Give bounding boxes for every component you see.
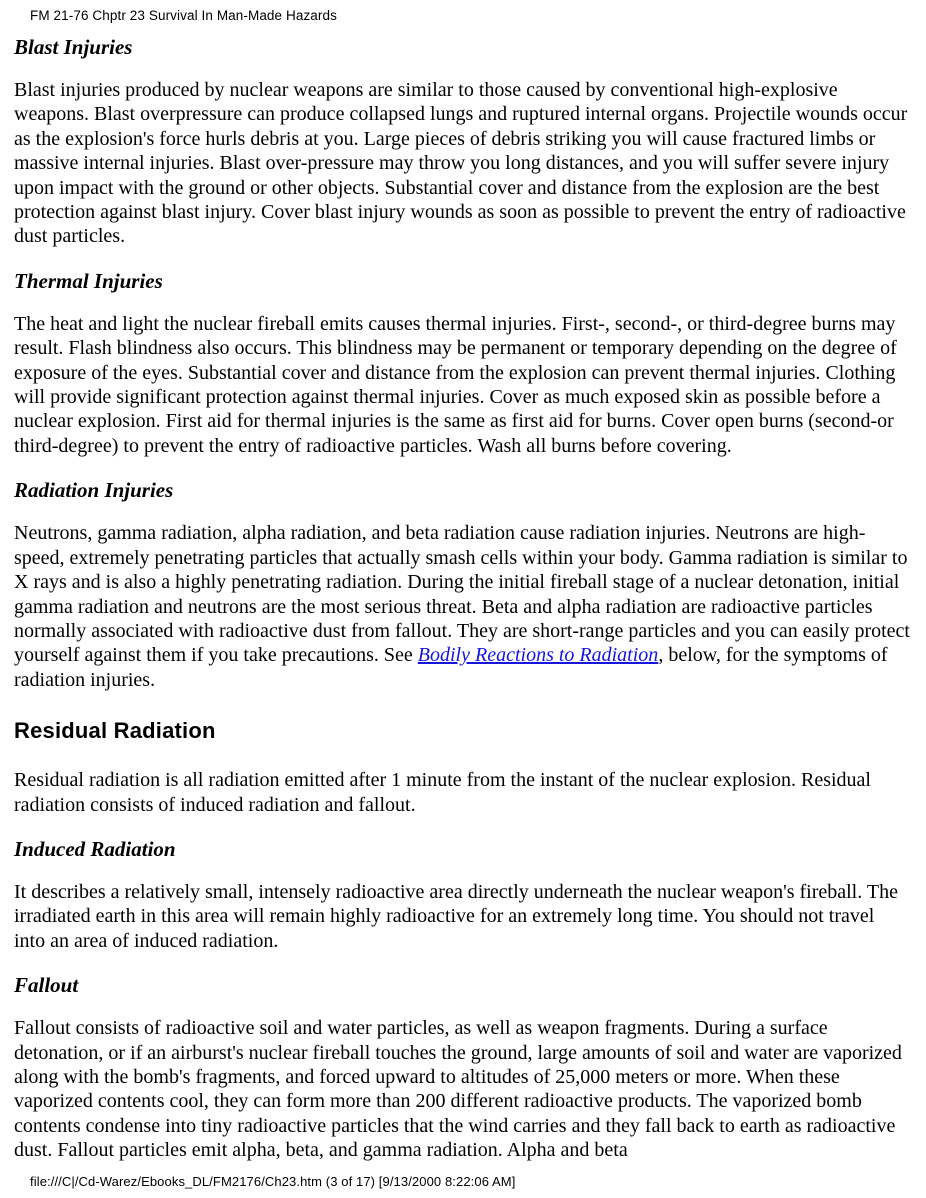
heading-residual-radiation: Residual Radiation [14,718,216,744]
paragraph-induced-radiation: It describes a relatively small, intensely radioactive area directly underneath the nuclear weapon's fireball. The irradiated earth in this area will remain highly radioactive for an extremely long time. You should not travel into an area of induced radiation. [14,880,898,952]
paragraph-blast-injuries: Blast injuries produced by nuclear weapons are similar to those caused by conventional high-explosive weapons. Blast overpressure can produce collapsed lungs and ruptured internal organs. Projectile wounds occur as the explosion's force hurls debris at you. Large pieces of debris striking you will cause fractured limbs or massive internal injuries. Blast over-pressure may throw you long distances, and you will suffer severe injury upon impact with the ground or other objects. Substantial cover and distance from the explosion are the best protection against blast injury. Cover blast injury wounds as soon as possible to prevent the entry of radioactive dust particles. [14,79,908,248]
paragraph-thermal-injuries: The heat and light the nuclear fireball emits causes thermal injuries. First-, second-, or third-degree burns may result. Flash blindness also occurs. This blindness may be permanent or temporary depending on the degree of exposure of the eyes. Substantial cover and distance from the explosion can prevent thermal injuries. Clothing will provide significant protection against thermal injuries. Cover as much exposed skin as possible before a nuclear explosion. First aid for thermal injuries is the same as first aid for burns. Cover open burns (second-or third-degree) to prevent the entry of radioactive particles. Wash all burns before covering. [14,312,897,457]
file-path-footer: file:///C|/Cd-Warez/Ebooks_DL/FM2176/Ch23.htm (3 of 17) [9/13/2000 8:22:06 AM] [30,1174,516,1189]
bodily-reactions-link[interactable]: Bodily Reactions to Radiation [417,644,659,667]
radiation-text-before-link: Neutrons, gamma radiation, alpha radiation, and beta radiation cause radiation injuries. Neutrons are high-speed, extremely penetrating particles that actually smash cells within your body. Gamma radiation is similar to X rays and is also a highly penetrating radiation. During the initial fireball stage of a nuclear detonation, initial gamma radiation and neutrons are the most serious threat. Beta and alpha radiation are radioactive particles normally associated with radioactive dust from fallout. They are short-range particles and you can easily protect yourself against them if you take precautions. See [14,522,910,667]
heading-radiation-injuries: Radiation Injuries [14,478,174,503]
paragraph-radiation-injuries [14,521,910,692]
paragraph-fallout: Fallout consists of radioactive soil and water particles, as well as weapon fragments. During a surface detonation, or if an airburst's nuclear fireball touches the ground, large amounts of soil and water are vaporized along with the bomb's fragments, and forced upward to altitudes of 25,000 meters or more. When these vaporized contents cool, they can form more than 200 different radioactive products. The vaporized bomb contents condense into tiny radioactive particles that the wind carries and they fall back to earth as radioactive dust. Fallout particles emit alpha, beta, and gamma radiation. Alpha and beta [14,1017,902,1162]
paragraph-residual-radiation: Residual radiation is all radiation emitted after 1 minute from the instant of the nuclear explosion. Residual radiation consists of induced radiation and fallout. [14,769,871,816]
heading-blast-injuries: Blast Injuries [14,35,133,59]
heading-induced-radiation: Induced Radiation [14,836,176,861]
heading-fallout: Fallout [14,973,79,998]
heading-thermal-injuries: Thermal Injuries [14,268,163,293]
radiation-text-after-link: , below, for the symptoms of radiation injuries. [14,644,888,691]
document-title-header: FM 21-76 Chptr 23 Survival In Man-Made Hazards [30,8,337,23]
